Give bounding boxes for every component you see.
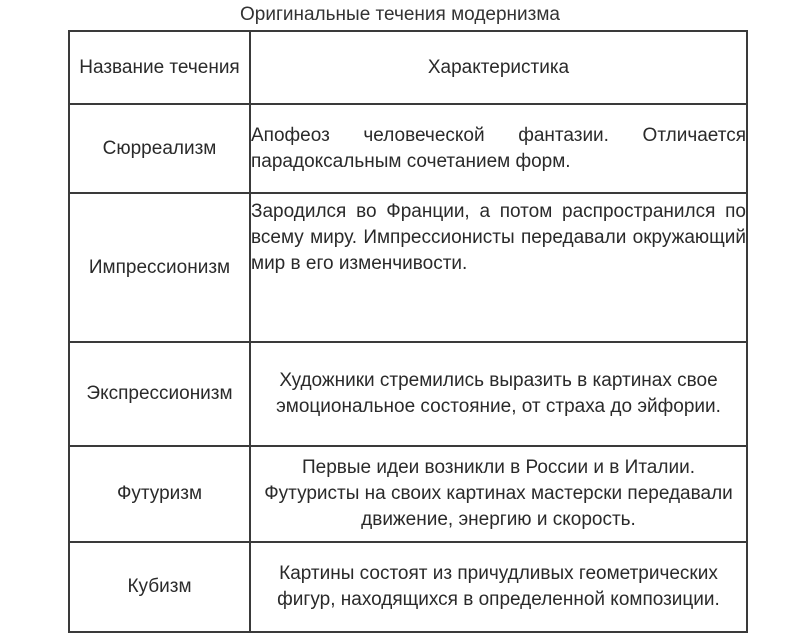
movement-name-cell: Кубизм bbox=[69, 542, 250, 632]
header-row bbox=[69, 31, 747, 104]
movement-name-cell: Экспрессионизм bbox=[69, 342, 250, 446]
table-row bbox=[69, 446, 747, 542]
movement-name-cell: Импрессионизм bbox=[69, 193, 250, 342]
movement-description-cell: Первые идеи возникли в России и в Италии. Футуристы на своих картинах мастерски передавали движение, энергию и скорость. bbox=[250, 446, 747, 542]
header-name-cell: Название течения bbox=[69, 31, 250, 104]
table-row bbox=[69, 342, 747, 446]
header-characteristic-cell: Характеристика bbox=[250, 31, 747, 104]
table-caption: Оригинальные течения модернизма bbox=[240, 4, 560, 25]
movement-description-cell: Художники стремились выразить в картинах свое эмоциональное состояние, от страха до эйфории. bbox=[250, 342, 747, 446]
table-row bbox=[69, 104, 747, 193]
modernism-table bbox=[68, 30, 748, 633]
movement-name-cell: Футуризм bbox=[69, 446, 250, 542]
table-row bbox=[69, 193, 747, 342]
table-row bbox=[69, 542, 747, 632]
movement-description-cell: Апофеоз человеческой фантазии. Отличается парадоксальным сочетанием форм. bbox=[250, 104, 747, 193]
movement-description-cell: Картины состоят из причудливых геометрических фигур, находящихся в определенной композиции. bbox=[250, 542, 747, 632]
movement-name-cell: Сюрреализм bbox=[69, 104, 250, 193]
movement-description-cell: Зародился во Франции, а потом распространился по всему миру. Импрессионисты передавали окружающий мир в его изменчивости. bbox=[250, 193, 747, 342]
